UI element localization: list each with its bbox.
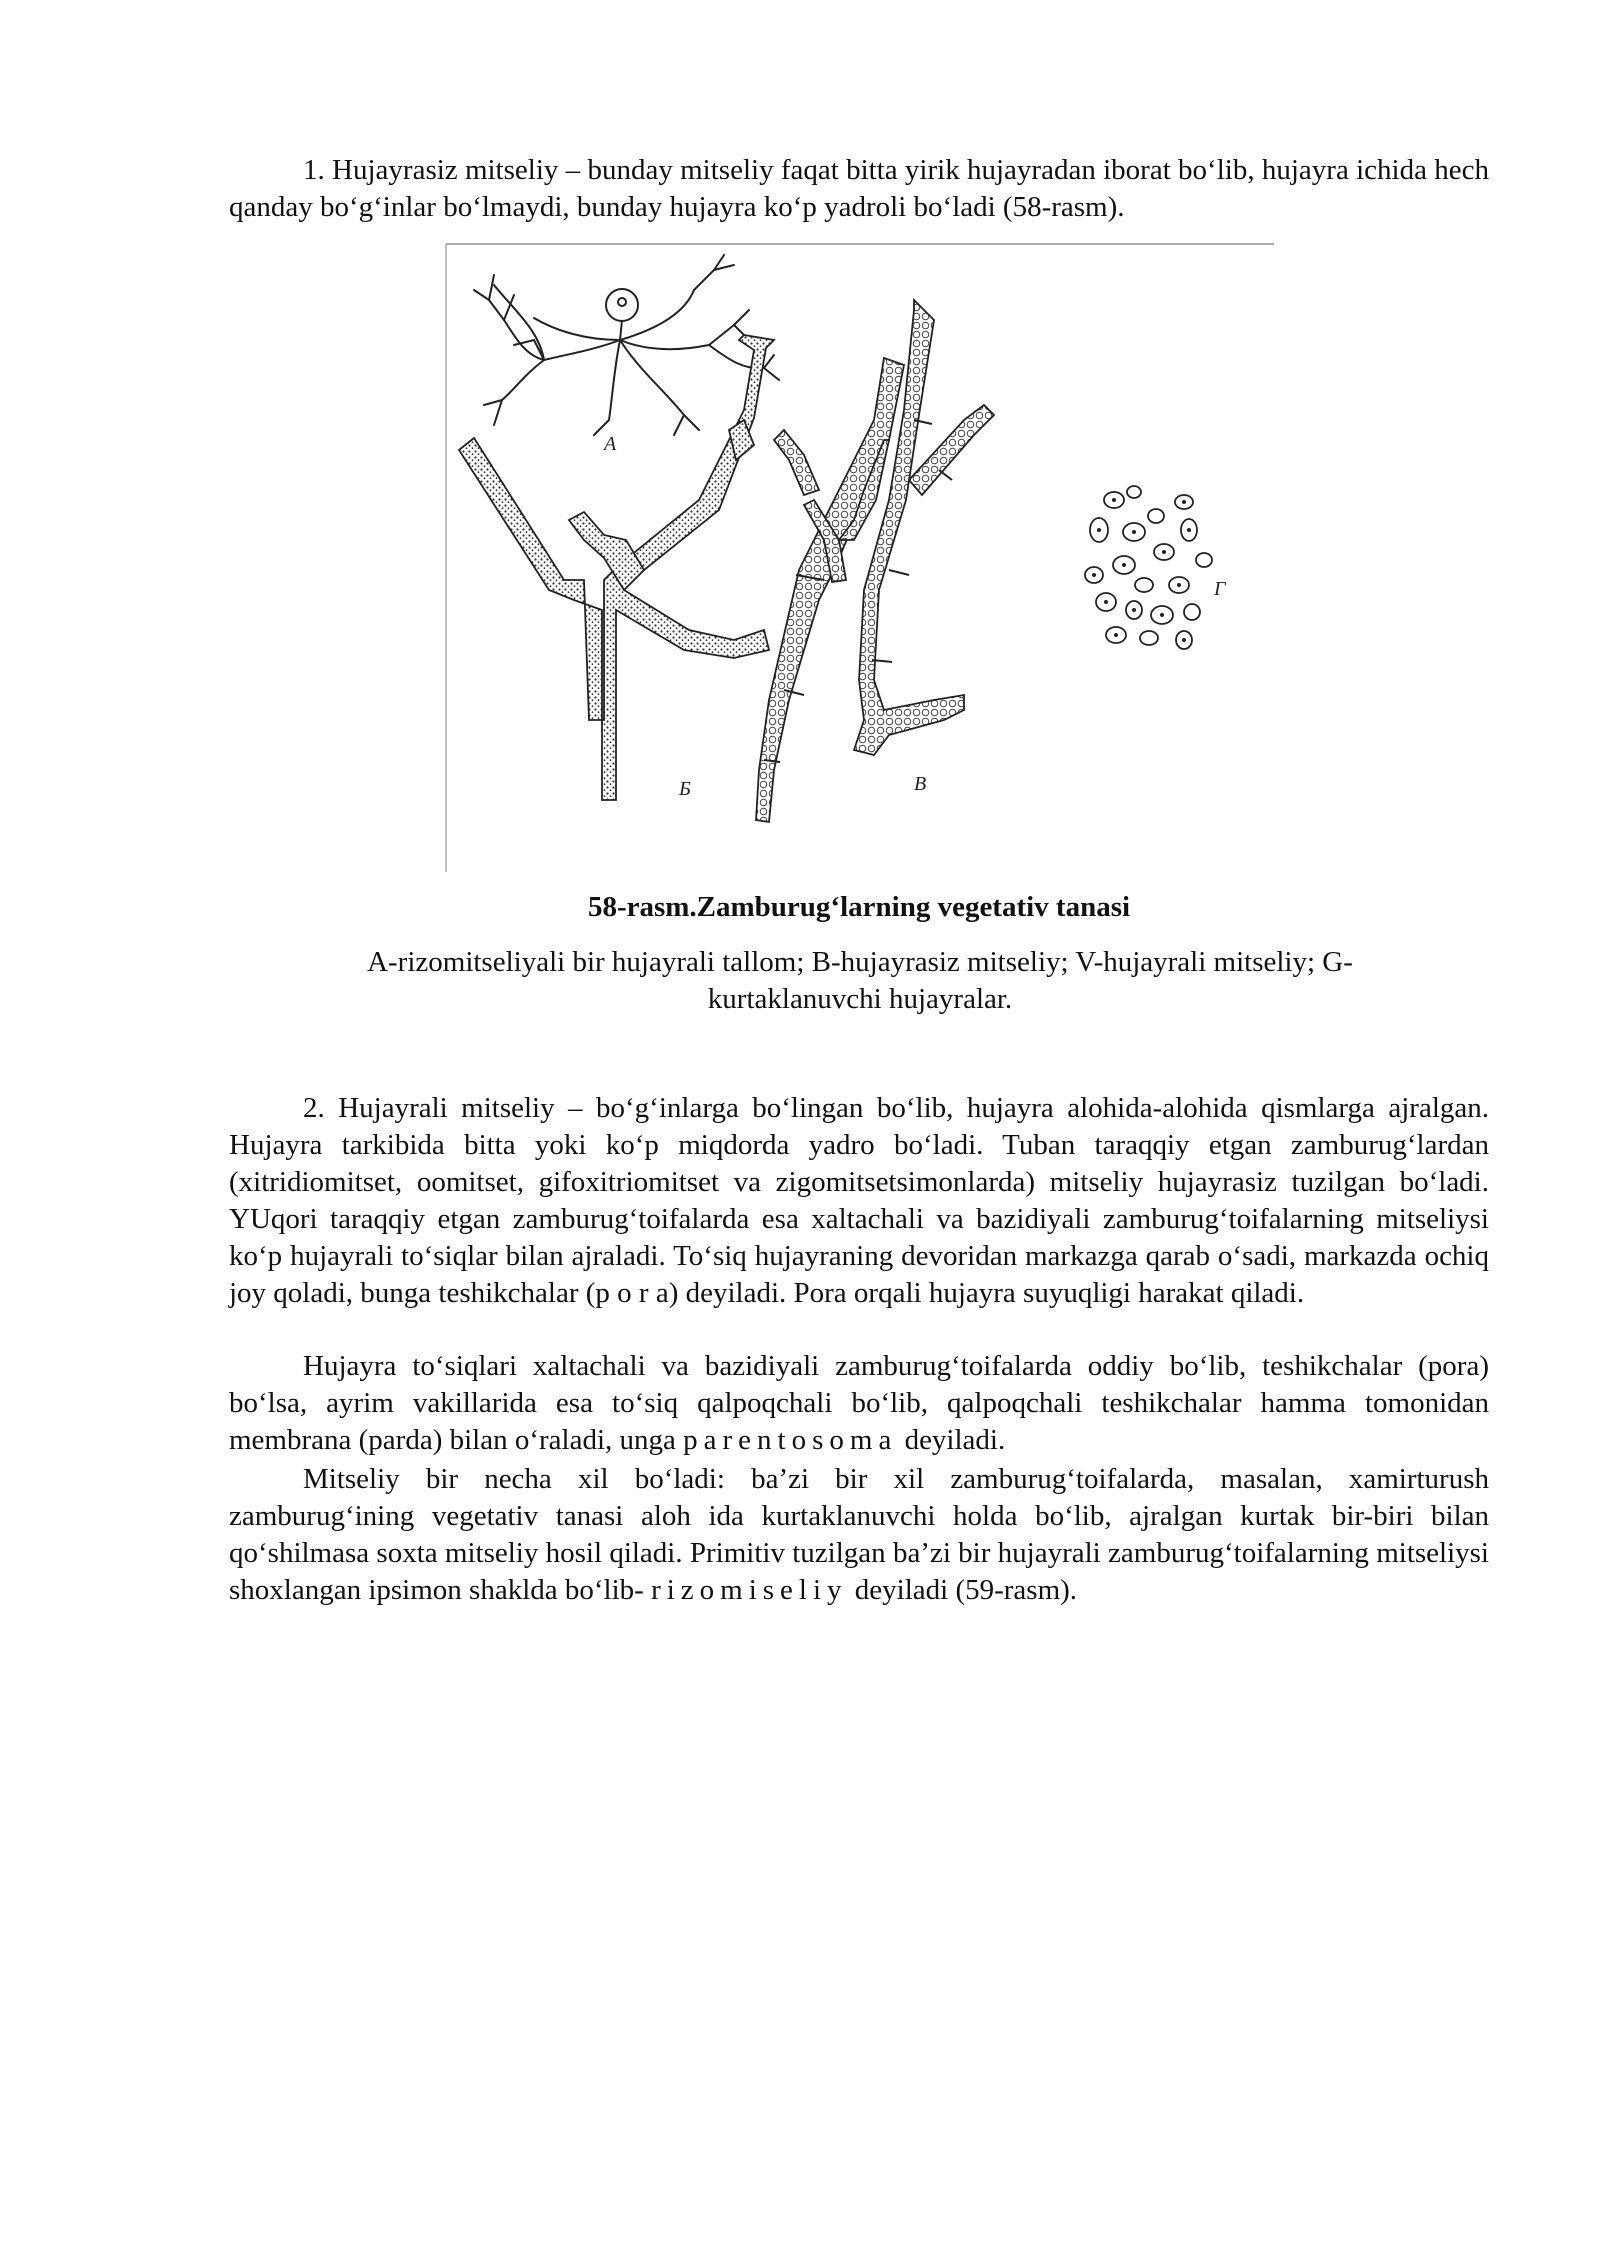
rhizomycelium-drawing [474, 255, 779, 435]
figure-caption-title: 58-rasm.Zamburug‘larning vegetativ tanasi [587, 891, 1131, 923]
term-parentosoma: parentosoma [683, 1424, 898, 1456]
term-rizomiseliy: rizomiseliy [651, 1574, 848, 1606]
paragraph-1: 1. Hujayrasiz mitseliy – bunday mitseliy faqat bitta yirik hujayradan iborat bo‘lib, hujayra ichida hech qanday bo‘g‘inlar bo‘lmaydi, bunday hujayra ko‘p yadroli bo‘ladi (58-rasm). [229, 154, 1489, 223]
paragraph-3 [229, 1348, 1489, 1459]
paragraph-3-text-before: Hujayra to‘siqlari xaltachali va bazidiyali zamburug‘toifalarda oddiy bo‘lib, teshikchalar (pora) bo‘lsa, ayrim vakillarida esa to‘siq qalpoqchali bo‘lib, qalpoqchali teshikchalar hamma tomonidan membrana (parda) bilan o‘raladi, unga [229, 1350, 1489, 1456]
figure-label-v: В [914, 773, 927, 795]
paragraph-4-text-after: deyiladi (59-rasm). [847, 1574, 1078, 1606]
paragraph-3-text-after: deyiladi. [897, 1424, 1006, 1456]
paragraph-2: 2. Hujayrali mitseliy – bo‘g‘inlarga bo‘lingan bo‘lib, hujayra alohida-alohida qismlarga ajralgan. Hujayra tarkibida bitta yoki ko‘p miqdorda yadro bo‘ladi. Tuban taraqqiy etgan zamburug‘lardan (xitridiomitset, oomitset, gifoxitriomitset va zigomitsetsimonlarda) mitseliy hujayrasiz tuzilgan bo‘ladi. YUqori taraqqiy etgan zamburug‘toifalarda esa xaltachali va bazidiyali zamburug‘toifalarning mitseliysi ko‘p hujayrali to‘siqlar bilan ajraladi. To‘siq hujayraning devoridan markazga qarab o‘sadi, markazda ochiq joy qoladi, bunga teshikchalar (p o r a) deyiladi. Pora orqali hujayra suyuqligi harakat qiladi. [229, 1092, 1489, 1309]
budding-cells-drawing [1085, 486, 1212, 649]
figure-label-a: А [604, 433, 617, 455]
paragraph-4 [229, 1461, 1489, 1609]
mycelium-illustration [444, 240, 1280, 876]
coenocytic-mycelium-drawing [459, 335, 774, 800]
septate-mycelium-drawing [756, 300, 994, 822]
cell-nuclei [1092, 498, 1191, 642]
figure-label-b: Б [679, 778, 691, 800]
figure-label-g: Г [1214, 578, 1226, 600]
paragraph-4-text-before: Mitseliy bir necha xil bo‘ladi: ba’zi bir xil zamburug‘toifalarda, masalan, xamirturush zamburug‘ining vegetativ tanasi aloh ida kurtaklanuvchi holda bo‘lib, ajralgan kurtak bir-biri bilan qo‘shilmasa soxta mitseliy hosil qiladi. Primitiv tuzilgan ba’zi bir hujayrali zamburug‘toifalarning mitseliysi shoxlangan ipsimon shaklda bo‘lib- [229, 1463, 1489, 1606]
figure-caption-text: A-rizomitseliyali bir hujayrali tallom; B-hujayrasiz mitseliy; V-hujayrali mitseliy; G-kurtaklanuvchi hujayralar. [367, 946, 1353, 1015]
figure-58 [444, 240, 1280, 876]
